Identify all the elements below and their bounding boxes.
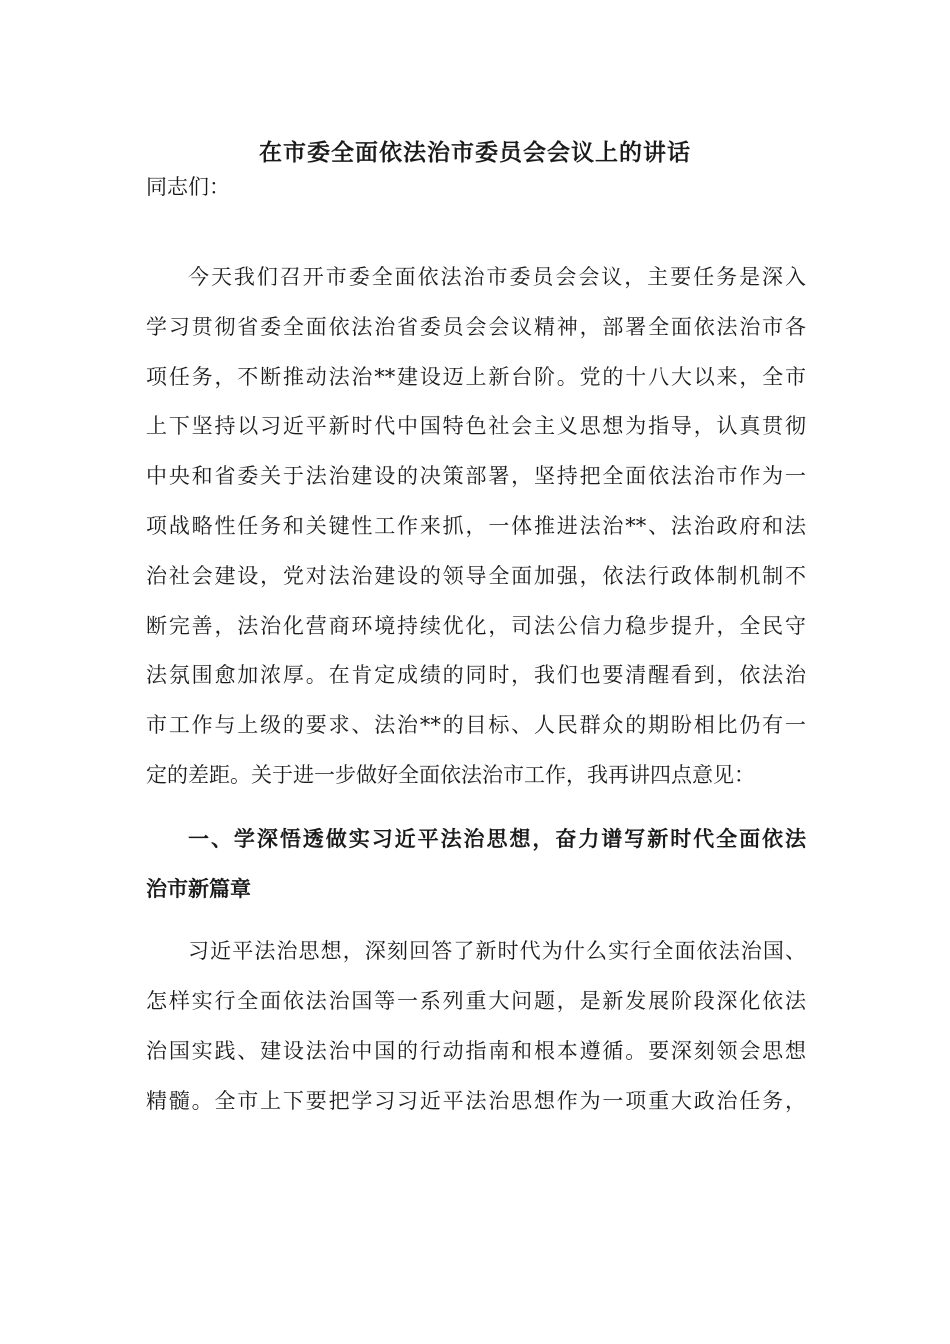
- paragraph-line: 治国实践、建设法治中国的行动指南和根本遵循。要深刻领会思想: [146, 1039, 806, 1063]
- paragraph-line: 治社会建设，党对法治建设的领导全面加强，依法行政体制机制不: [146, 564, 806, 588]
- paragraph-line: 精髓。全市上下要把学习习近平法治思想作为一项重大政治任务，: [146, 1089, 806, 1113]
- document-title: 在市委全面依法治市委员会会议上的讲话: [259, 139, 691, 166]
- paragraph-line: 中央和省委关于法治建设的决策部署，坚持把全面依法治市作为一: [146, 464, 806, 488]
- paragraph-line: 上下坚持以习近平新时代中国特色社会主义思想为指导，认真贯彻: [146, 414, 806, 438]
- paragraph-line: 学习贯彻省委全面依法治省委员会会议精神，部署全面依法治市各: [146, 315, 806, 339]
- paragraph-line: 定的差距。关于进一步做好全面依法治市工作，我再讲四点意见：: [146, 763, 755, 787]
- paragraph-line: 市工作与上级的要求、法治**的目标、人民群众的期盼相比仍有一: [146, 713, 806, 737]
- paragraph-line: 今天我们召开市委全面依法治市委员会会议，主要任务是深入: [188, 265, 806, 289]
- paragraph-line: 怎样实行全面依法治国等一系列重大问题，是新发展阶段深化依法: [146, 989, 806, 1013]
- section-heading-line: 一、学深悟透做实习近平法治思想，奋力谱写新时代全面依法: [188, 826, 806, 851]
- paragraph-line: 断完善，法治化营商环境持续优化，司法公信力稳步提升，全民守: [146, 614, 806, 638]
- paragraph-line: 习近平法治思想，深刻回答了新时代为什么实行全面依法治国、: [188, 939, 806, 963]
- paragraph-line: 项任务，不断推动法治**建设迈上新台阶。党的十八大以来，全市: [146, 365, 806, 389]
- salutation: 同志们：: [146, 175, 230, 199]
- paragraph-line: 项战略性任务和关键性工作来抓，一体推进法治**、法治政府和法: [146, 514, 806, 538]
- paragraph-line: 法氛围愈加浓厚。在肯定成绩的同时，我们也要清醒看到，依法治: [146, 663, 806, 687]
- section-heading-line: 治市新篇章: [146, 876, 251, 901]
